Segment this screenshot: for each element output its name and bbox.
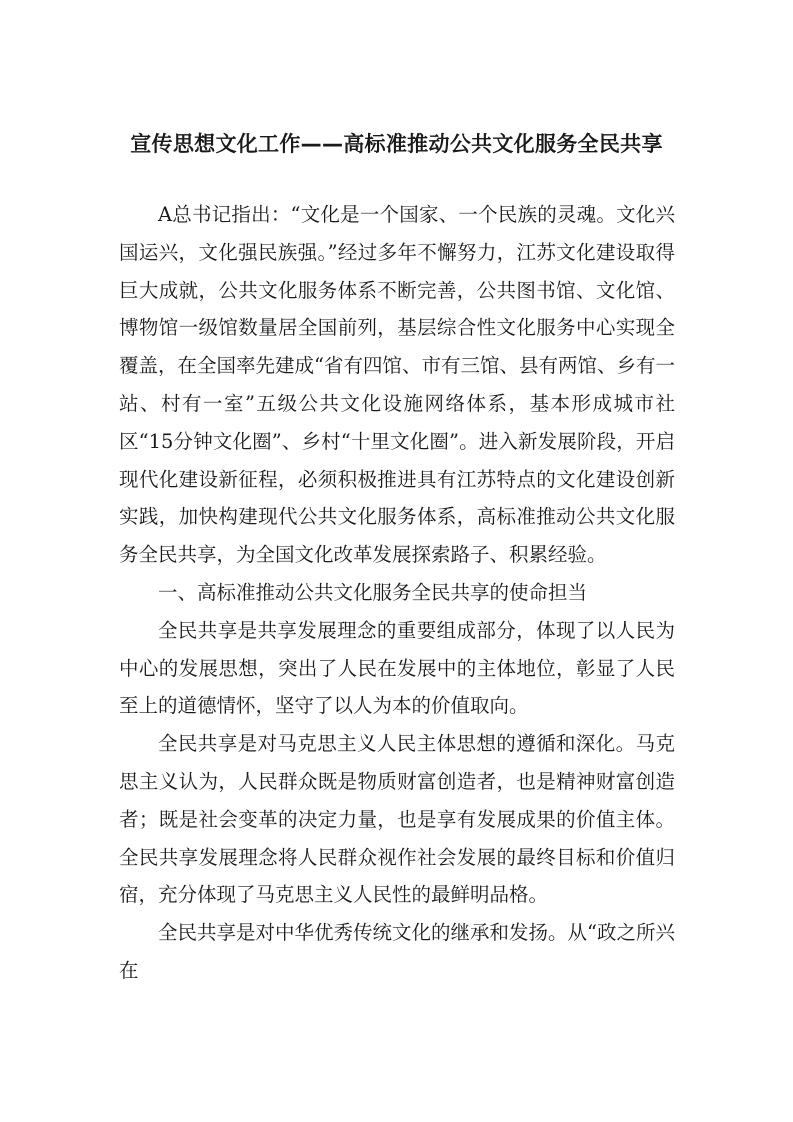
section-heading: 一、高标准推动公共文化服务全民共享的使命担当: [158, 580, 588, 604]
document-body: [119, 196, 675, 990]
paragraph-marxism: 全民共享是对马克思主义人民主体思想的遵循和深化。马克思主义认为，人民群众既是物质财富创造者，也是精神财富创造者；既是社会变革的决定力量，也是享有发展成果的价值主体。全民共享发展理念将人民群众视作社会发展的最终目标和价值归宿，充分体现了马克思主义人民性的最鲜明品格。: [119, 732, 675, 907]
paragraph-intro: A总书记指出：“文化是一个国家、一个民族的灵魂。文化兴国运兴，文化强民族强。”经过多年不懈努力，江苏文化建设取得巨大成就，公共文化服务体系不断完善，公共图书馆、文化馆、博物馆一级馆数量居全国前列，基层综合性文化服务中心实现全覆盖，在全国率先建成“省有四馆、市有三馆、县有两馆、乡有一站、村有一室”五级公共文化设施网络体系，基本形成城市社区“15分钟文化圈”、乡村“十里文化圈”。进入新发展阶段，开启现代化建设新征程，必须积极推进具有江苏特点的文化建设创新实践，加快构建现代公共文化服务体系，高标准推动公共文化服务全民共享，为全国文化改革发展探索路子、积累经验。: [119, 203, 675, 567]
document-title: 宣传思想文化工作——高标准推动公共文化服务全民共享: [130, 132, 663, 156]
paragraph-tradition: 全民共享是对中华优秀传统文化的继承和发扬。从“政之所兴在: [119, 921, 675, 982]
paragraph-sharing-concept: 全民共享是共享发展理念的重要组成部分，体现了以人民为中心的发展思想，突出了人民在发展中的主体地位，彰显了人民至上的道德情怀，坚守了以人为本的价值取向。: [119, 618, 675, 718]
